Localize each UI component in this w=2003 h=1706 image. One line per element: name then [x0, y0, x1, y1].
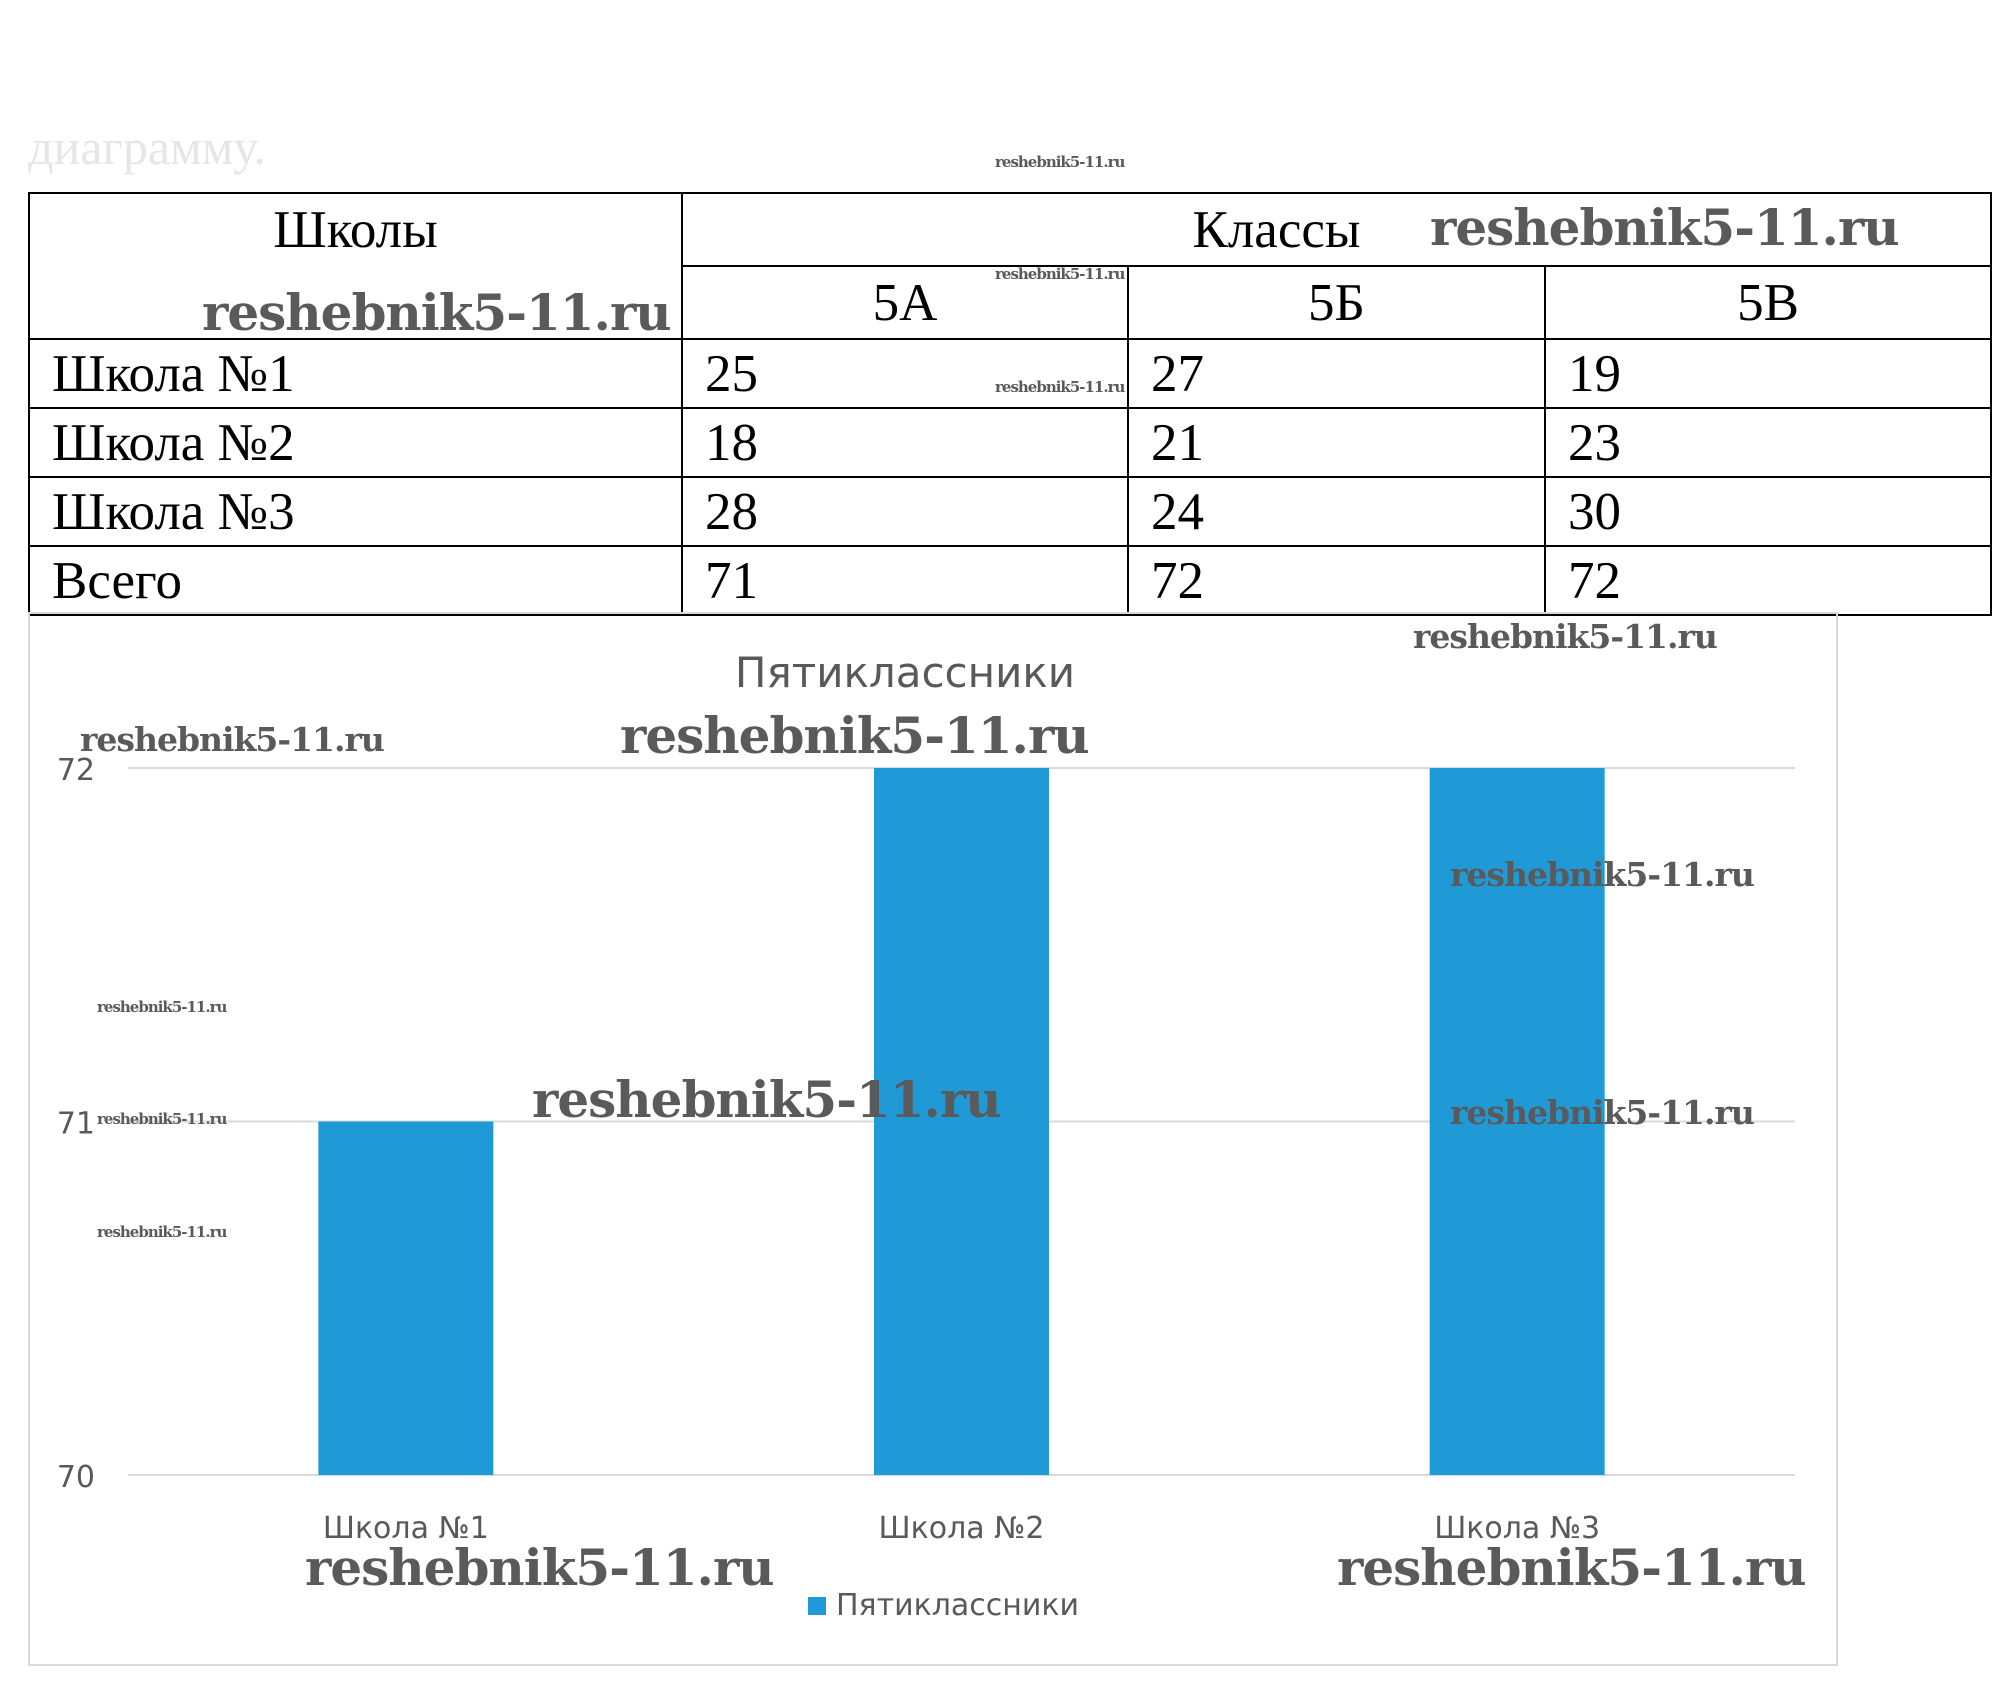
- header-classes: Классы: [682, 193, 1991, 266]
- header-fragment: диаграмму.: [28, 119, 266, 175]
- chart-legend: [808, 1588, 1079, 1623]
- x-tick-label: Школа №2: [878, 1511, 1045, 1546]
- watermark: reshebnik5-11.ru: [1430, 198, 1899, 257]
- watermark: reshebnik5-11.ru: [995, 153, 1125, 171]
- watermark: reshebnik5-11.ru: [202, 283, 671, 342]
- watermark: reshebnik5-11.ru: [97, 998, 227, 1016]
- x-tick-label: Школа №3: [1434, 1511, 1601, 1546]
- y-tick-label: 72: [56, 753, 95, 788]
- watermark: reshebnik5-11.ru: [995, 378, 1125, 396]
- watermark: reshebnik5-11.ru: [97, 1223, 227, 1241]
- watermark: reshebnik5-11.ru: [532, 1070, 1001, 1129]
- watermark: reshebnik5-11.ru: [1413, 617, 1717, 656]
- watermark: reshebnik5-11.ru: [1337, 1538, 1806, 1597]
- watermark: reshebnik5-11.ru: [80, 720, 384, 759]
- watermark: reshebnik5-11.ru: [305, 1538, 774, 1597]
- row-label: Всего: [29, 546, 682, 615]
- watermark: reshebnik5-11.ru: [620, 706, 1089, 765]
- subheader-5v: 5В: [1545, 266, 1991, 339]
- row-label: Школа №3: [29, 477, 682, 546]
- cell: 27: [1128, 339, 1545, 408]
- cell: 19: [1545, 339, 1991, 408]
- x-tick-label: Школа №1: [322, 1511, 489, 1546]
- cell: 18: [682, 408, 1128, 477]
- cell: 25: [682, 339, 1128, 408]
- legend-label: Пятиклассники: [836, 1588, 1079, 1623]
- header-schools: Школы: [29, 193, 682, 339]
- watermark: reshebnik5-11.ru: [995, 265, 1125, 283]
- bar: [318, 1122, 493, 1476]
- cell: 30: [1545, 477, 1991, 546]
- cell: 71: [682, 546, 1128, 615]
- cell: 72: [1545, 546, 1991, 615]
- row-label: Школа №1: [29, 339, 682, 408]
- subheader-5b: 5Б: [1128, 266, 1545, 339]
- chart-title: Пятиклассники: [734, 648, 1076, 697]
- cell: 23: [1545, 408, 1991, 477]
- watermark: reshebnik5-11.ru: [1450, 855, 1754, 894]
- row-label: Школа №2: [29, 408, 682, 477]
- y-tick-label: 70: [56, 1460, 95, 1495]
- cell: 24: [1128, 477, 1545, 546]
- y-tick-label: 71: [56, 1106, 95, 1142]
- watermark: reshebnik5-11.ru: [97, 1110, 227, 1128]
- subheader-5a: 5А: [682, 266, 1128, 339]
- watermark: reshebnik5-11.ru: [1450, 1093, 1754, 1132]
- cell: 72: [1128, 546, 1545, 615]
- cell: 28: [682, 477, 1128, 546]
- legend-swatch: [808, 1597, 826, 1615]
- cell: 21: [1128, 408, 1545, 477]
